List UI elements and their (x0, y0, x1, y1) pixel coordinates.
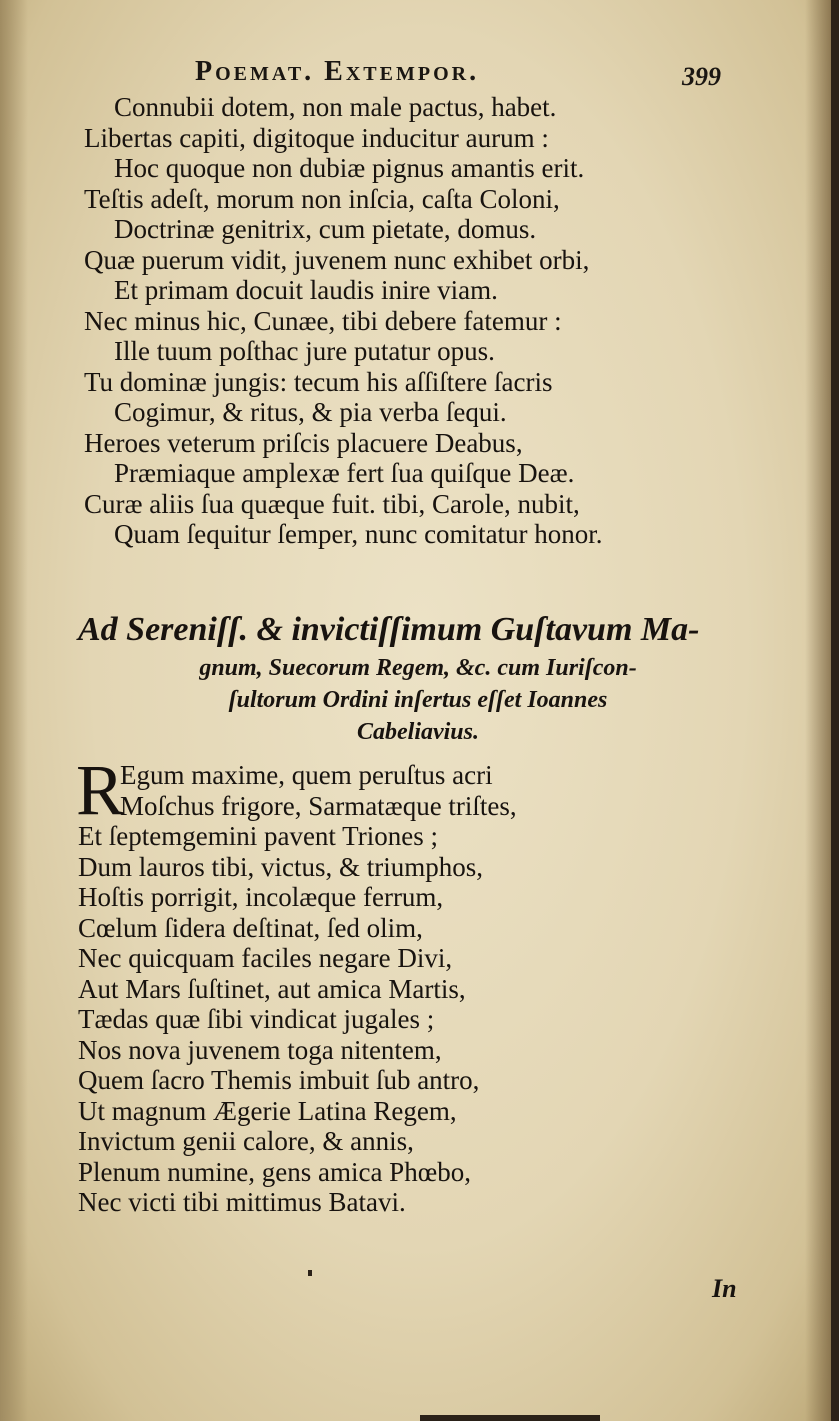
heading-line-4: Cabeliavius. (356, 719, 479, 745)
verse-line: Aut Mars ſuſtinet, aut amica Martis, (78, 973, 466, 1004)
page-bottom-edge (420, 1415, 600, 1421)
verse-line: Ille tuum poſthac jure putatur opus. (114, 336, 495, 366)
catchword: In (712, 1274, 737, 1303)
verse-line: Cœlum ſidera deſtinat, ſed olim, (78, 912, 423, 943)
verse-line: Egum maxime, quem peruſtus acri (120, 760, 493, 790)
verse-line: Moſchus frigore, Sarmatæque triſtes, (120, 790, 517, 821)
verse-line: Libertas capiti, digitoque inducitur aurum : (84, 122, 549, 153)
verse-line: Curæ aliis ſua quæque fuit. tibi, Carole, nubit, (84, 488, 580, 519)
page-number: 399 (682, 62, 721, 91)
ink-mark (308, 1270, 312, 1276)
page-header (0, 56, 839, 96)
verse-line: Quæ puerum vidit, juvenem nunc exhibet orbi, (84, 244, 590, 275)
verse-line: Hoſtis porrigit, incolæque ferrum, (78, 882, 444, 912)
heading-line-3: ſultorum Ordini inſertus eſſet Ioannes (228, 687, 608, 713)
verse-line: Tu dominæ jungis: tecum his aſſiſtere ſacris (84, 366, 553, 397)
poem-epithalamium-ending (0, 92, 760, 550)
verse-line: Quam ſequitur ſemper, nunc comitatur honor. (114, 519, 603, 549)
verse-line: Ut magnum Ægerie Latina Regem, (78, 1095, 457, 1126)
verse-line: Connubii dotem, non male pactus, habet. (114, 92, 557, 122)
verse-line: Et ſeptemgemini pavent Triones ; (78, 821, 438, 851)
verse-line: Et primam docuit laudis inire viam. (114, 275, 498, 305)
verse-line: Teſtis adeſt, morum non inſcia, caſta Coloni, (84, 183, 560, 214)
verse-line: Cogimur, & ritus, & pia verba ſequi. (114, 397, 507, 427)
verse-line: Hoc quoque non dubiæ pignus amantis erit. (114, 153, 585, 183)
verse-line: Nec quicquam faciles negare Divi, (78, 943, 453, 973)
poem-heading (78, 608, 758, 748)
verse-line: Dum lauros tibi, victus, & triumphos, (78, 851, 483, 882)
book-spine-edge (831, 0, 839, 1421)
verse-line: Nec minus hic, Cunæe, tibi debere fatemur : (84, 305, 562, 336)
verse-line: Plenum numine, gens amica Phœbo, (78, 1156, 471, 1187)
drop-capital: R (76, 750, 125, 830)
verse-line: Heroes veterum priſcis placuere Deabus, (84, 427, 523, 458)
running-title: Poemat. Extempor. (195, 56, 480, 87)
verse-line: Tædas quæ ſibi vindicat jugales ; (78, 1004, 435, 1034)
verse-line: Nec victi tibi mittimus Batavi. (78, 1187, 406, 1217)
verse-line: Quem ſacro Themis imbuit ſub antro, (78, 1065, 480, 1095)
verse-line: Invictum genii calore, & annis, (78, 1126, 414, 1156)
verse-line: Nos nova juvenem toga nitentem, (78, 1034, 442, 1065)
poem-to-gustavus (0, 760, 760, 1218)
heading-line-1: Ad Sereniſſ. & invictiſſimum Guſtavum Ma- (78, 611, 700, 648)
heading-line-2: gnum, Suecorum Regem, &c. cum Iuriſcon- (199, 655, 637, 681)
verse-line: Doctrinæ genitrix, cum pietate, domus. (114, 214, 537, 244)
verse-line: Præmiaque amplexæ fert ſua quiſque Deæ. (114, 458, 575, 488)
